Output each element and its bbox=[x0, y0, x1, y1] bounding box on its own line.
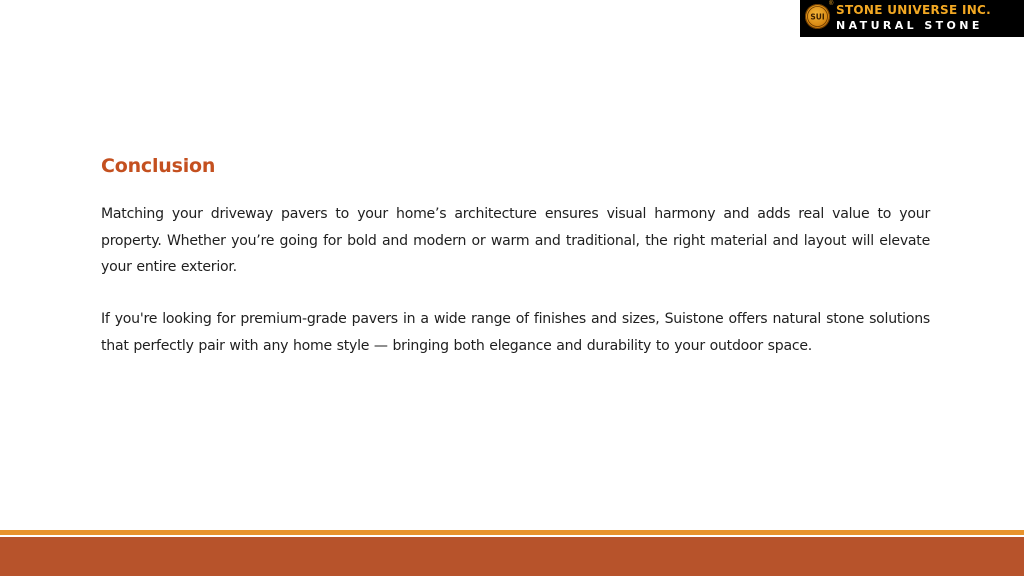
logo-registered-mark: ® bbox=[829, 1, 834, 7]
footer-bar bbox=[0, 537, 1024, 576]
logo-tagline: NATURAL STONE bbox=[836, 19, 983, 32]
conclusion-paragraph-1: Matching your driveway pavers to your home’s architecture ensures visual harmony and adds real value to your property. Whether you’re going for bold and modern or warm and traditional, the right material and layout will elevate your entire exterior. bbox=[101, 206, 930, 275]
brand-logo bbox=[800, 0, 1024, 37]
logo-seal-icon bbox=[805, 4, 830, 29]
conclusion-paragraph-2: If you're looking for premium-grade pavers in a wide range of finishes and sizes, Suistone offers natural stone solutions that perfectly pair with any home style — bringing both elegance and durability to your outdoor space. bbox=[101, 311, 930, 354]
logo-company-name: STONE UNIVERSE INC. bbox=[836, 3, 992, 17]
section-heading: Conclusion bbox=[101, 155, 216, 177]
logo-seal-text: SUI bbox=[810, 12, 825, 22]
